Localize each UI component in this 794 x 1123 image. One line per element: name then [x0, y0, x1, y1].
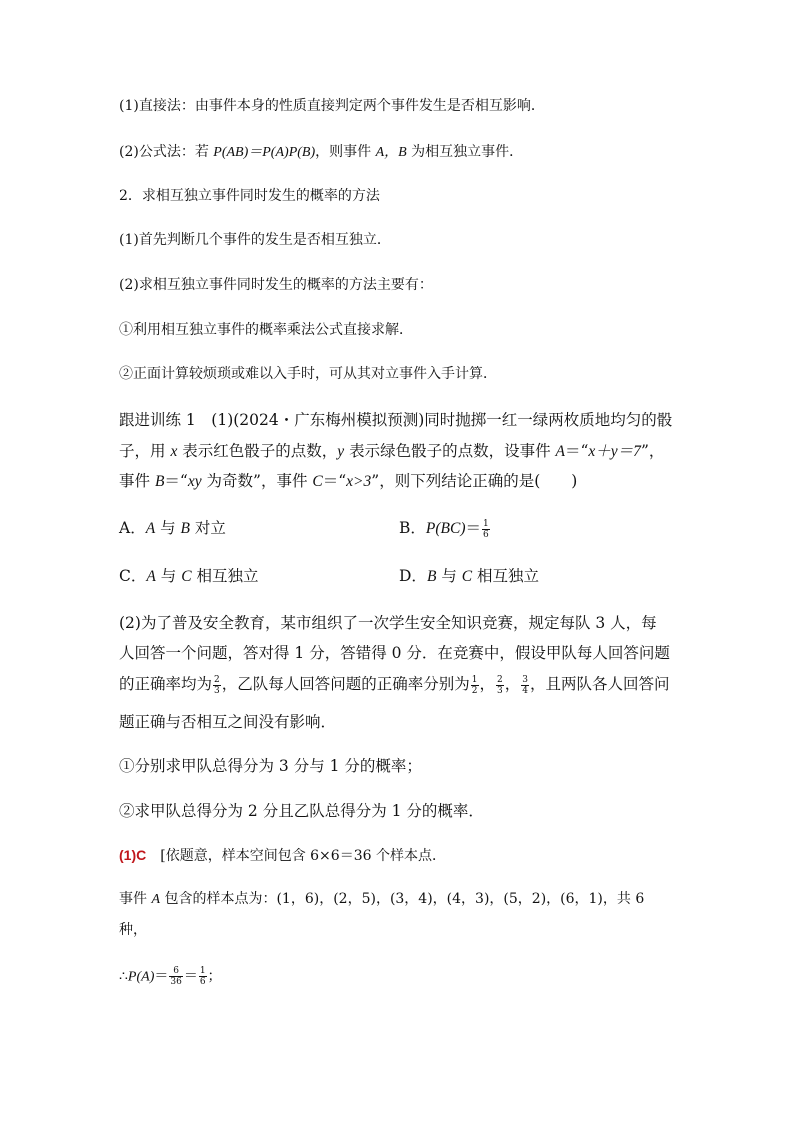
option-c: C．A 与 C 相互独立	[119, 567, 259, 585]
solution-line-4: ∴P(A)＝ $\frac{6}{36}$ ＝ $\frac{1}{6}$ ；	[119, 966, 222, 987]
way1: ①利用相互独立事件的概率乘法公式直接求解．	[119, 322, 413, 338]
step2: (2)求相互独立事件同时发生的概率的方法主要有：	[119, 277, 433, 293]
question-1: ①分别求甲队总得分为 3 分与 1 分的概率；	[119, 757, 422, 775]
fraction: $\frac{1}{2}$	[471, 674, 478, 696]
problem2-line-4: 题正确与否相互之间没有影响．	[119, 713, 337, 731]
solution-line-3: 种，	[119, 922, 147, 938]
fraction: $\frac{2}{3}$	[497, 674, 503, 696]
solution-line-1: (1)C [依题意，样本空间包含 6×6＝36 个样本点．	[119, 847, 446, 864]
fraction: $\frac{1}{6}$	[199, 966, 206, 987]
answer-label: (1)C	[119, 847, 147, 863]
option-b: B．P(BC)＝ $\frac{1}{6}$	[399, 518, 489, 540]
fraction: $\frac{2}{3}$	[214, 674, 220, 696]
problem2-line-1: (2)为了普及安全教育，某市组织了一次学生安全知识竞赛，规定每队 3 人，每	[119, 614, 657, 632]
exercise-line-2: 子，用 x 表示红色骰子的点数，y 表示绿色骰子的点数，设事件 A＝“x＋y＝7”，	[119, 442, 665, 460]
option-d: D．B 与 C 相互独立	[399, 567, 540, 585]
exercise-label: 跟进训练 1	[119, 411, 196, 429]
fraction: $\frac{3}{4}$	[522, 674, 528, 696]
section2-title: 2．求相互独立事件同时发生的概率的方法	[119, 188, 380, 204]
exercise-line-3: 事件 B＝“xy 为奇数”，事件 C＝“x>3”，则下列结论正确的是( )	[119, 472, 578, 490]
step1: (1)首先判断几个事件的发生是否相互独立．	[119, 232, 391, 248]
method-direct: (1)直接法：由事件本身的性质直接判定两个事件发生是否相互影响．	[119, 98, 545, 114]
method-formula: (2)公式法：若 P(AB)＝P(A)P(B)，则事件 A，B 为相互独立事件．	[119, 144, 524, 160]
question-2: ②求甲队总得分为 2 分且乙队总得分为 1 分的概率．	[119, 802, 484, 820]
way2: ②正面计算较烦琐或难以入手时，可从其对立事件入手计算．	[119, 366, 497, 382]
fraction: $\frac{6}{36}$	[170, 966, 182, 987]
exercise-line-1: 跟进训练 1 (1)(2024・广东梅州模拟预测)同时抛掷一红一绿两枚质地均匀的骰	[119, 411, 673, 429]
solution-line-2: 事件 A 包含的样本点为：(1，6)，(2，5)，(3，4)，(4，3)，(5，2)，(6，1)，共 6	[119, 891, 645, 907]
option-a: A．A 与 B 对立	[119, 519, 226, 537]
fraction: $\frac{1}{6}$	[483, 518, 489, 540]
problem2-line-3: 的正确率均为 $\frac{2}{3}$ ，乙队每人回答问题的正确率分别为 $\frac{1}{2}$ ， $\frac{2}{3}$ ， $\frac{3}{4}$ ，且两队各人回答问	[119, 674, 670, 696]
problem2-line-2: 人回答一个问题，答对得 1 分，答错得 0 分．在竞赛中，假设甲队每人回答问题	[119, 644, 670, 662]
